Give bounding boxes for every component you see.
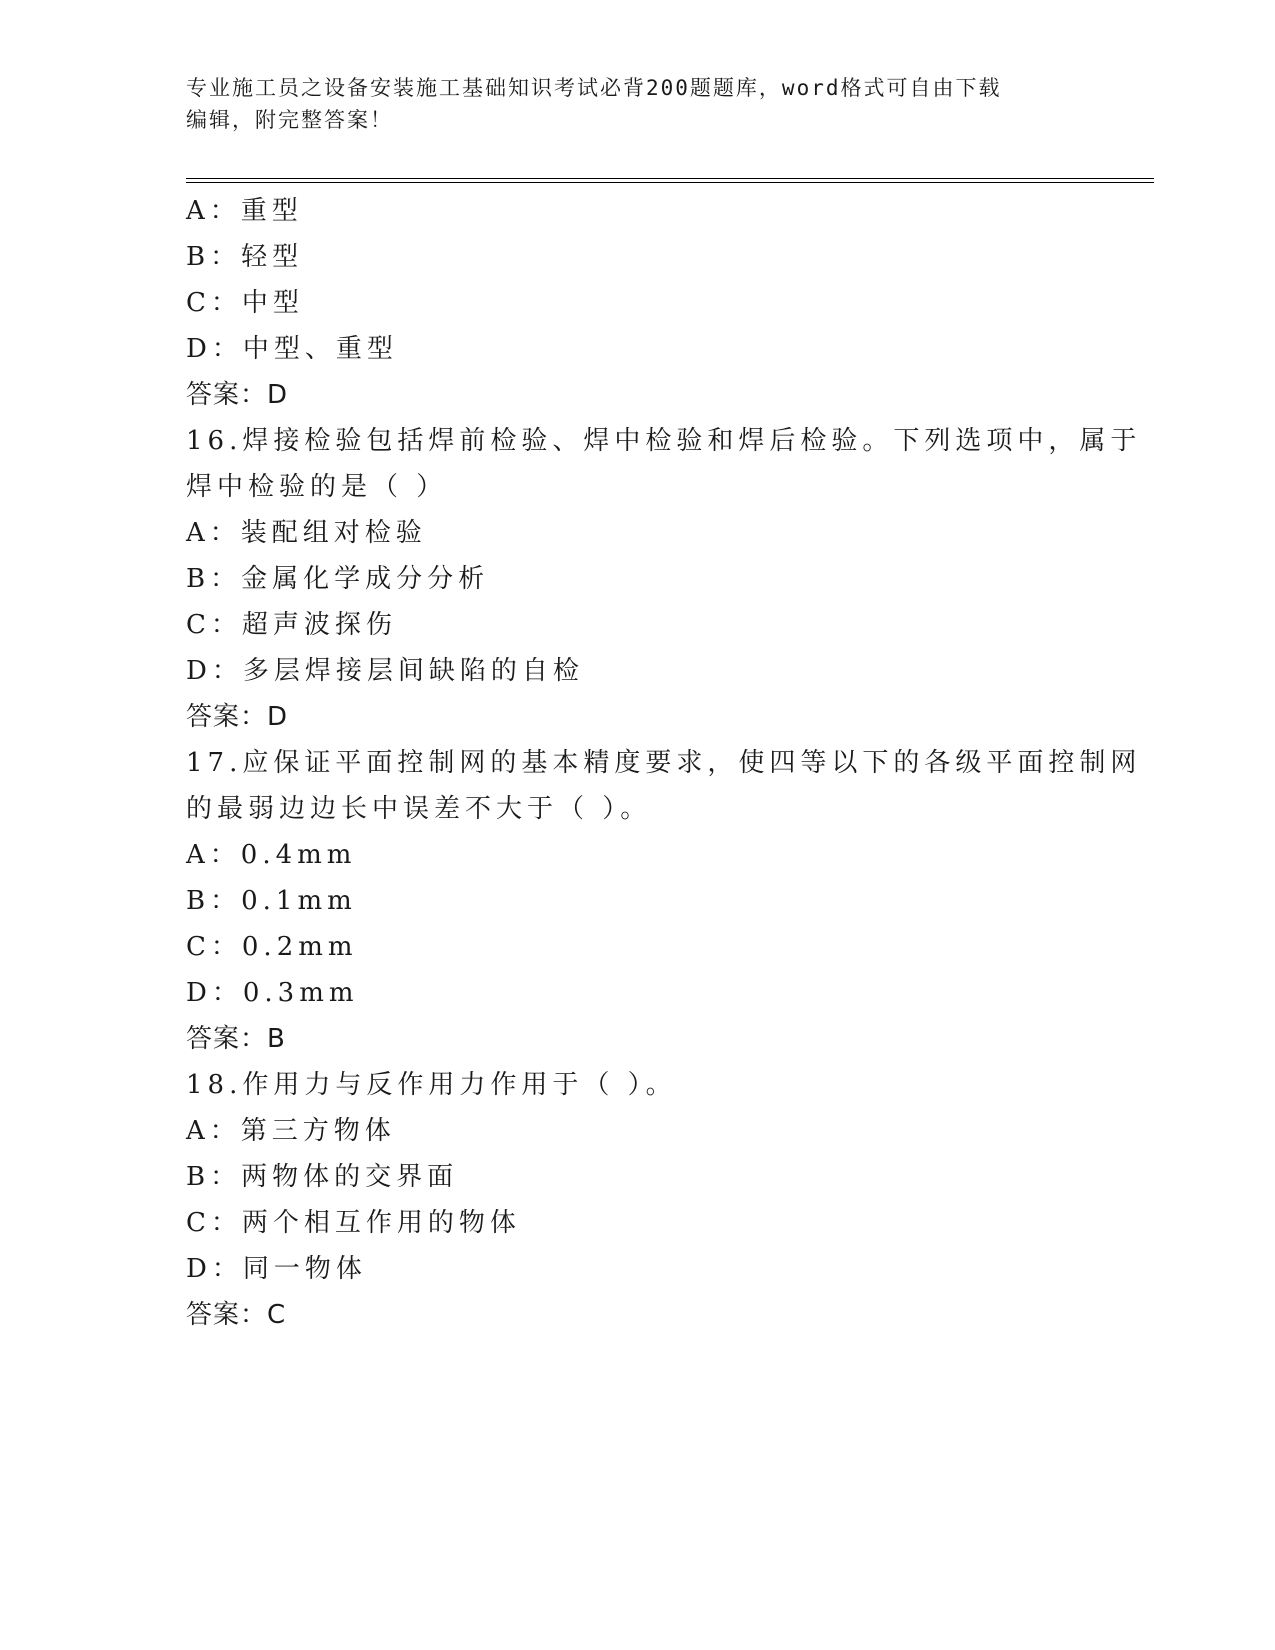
question-18	[186, 1062, 1086, 1338]
question-stem-line-1: 16.焊接检验包括焊前检验、焊中检验和焊后检验。下列选项中，属于	[186, 426, 1142, 456]
option-b: B：两物体的交界面	[186, 1162, 459, 1192]
question-stem-line-1: 18.作用力与反作用力作用于（ ）。	[186, 1070, 677, 1100]
option-c: C：中型	[186, 288, 304, 318]
option-d: D：同一物体	[186, 1254, 367, 1284]
answer-line: 答案：D	[186, 380, 289, 410]
option-b: B：0.1mm	[186, 886, 357, 916]
header-divider-bottom	[186, 182, 1154, 183]
question-stem-line-2: 焊中检验的是（ ）	[186, 472, 448, 502]
question-16	[186, 418, 1142, 740]
document-header	[186, 72, 1086, 136]
answer-line: 答案：D	[186, 702, 289, 732]
question-list	[186, 188, 1142, 1338]
option-b: B：轻型	[186, 242, 304, 272]
option-a: A：0.4mm	[186, 840, 357, 870]
option-a: A：重型	[186, 196, 303, 226]
option-a: A：第三方物体	[186, 1116, 396, 1146]
option-c: C：超声波探伤	[186, 610, 397, 640]
header-divider-top	[186, 178, 1154, 179]
option-b: B：金属化学成分分析	[186, 564, 490, 594]
question-stem-line-1: 17.应保证平面控制网的基本精度要求，使四等以下的各级平面控制网	[186, 748, 1142, 778]
question-17	[186, 740, 1142, 1062]
header-title-line-1: 专业施工员之设备安装施工基础知识考试必背200题题库，word格式可自由下载	[186, 76, 1002, 100]
option-d: D：多层焊接层间缺陷的自检	[186, 656, 584, 686]
question-stem-line-2: 的最弱边边长中误差不大于（ ）。	[186, 794, 652, 824]
answer-line: 答案：B	[186, 1024, 286, 1054]
option-d: D：中型、重型	[186, 334, 398, 364]
option-a: A：装配组对检验	[186, 518, 427, 548]
option-d: D：0.3mm	[186, 978, 359, 1008]
option-c: C：0.2mm	[186, 932, 358, 962]
option-c: C：两个相互作用的物体	[186, 1208, 521, 1238]
answer-line: 答案：C	[186, 1300, 287, 1330]
question-15	[186, 188, 1086, 418]
header-title-line-2: 编辑，附完整答案！	[186, 108, 393, 132]
